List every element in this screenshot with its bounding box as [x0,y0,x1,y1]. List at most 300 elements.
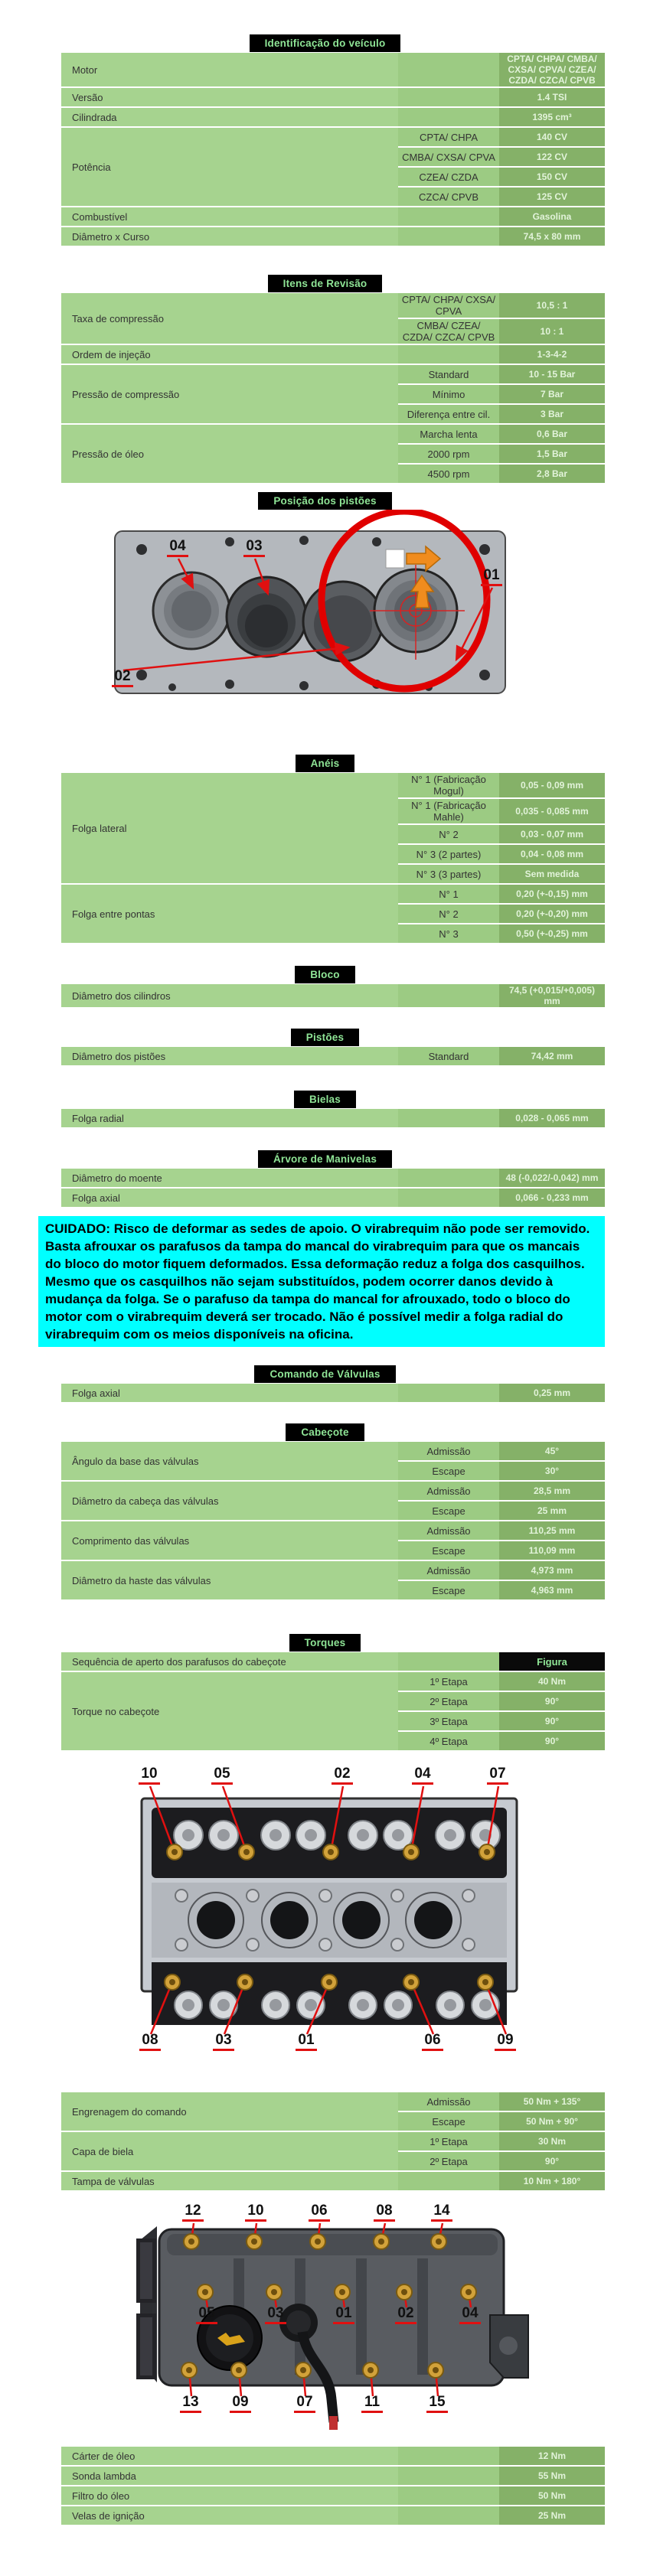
row-label: Sequência de aperto dos parafusos do cabeçote [61,1652,398,1671]
callout-number: 02 [332,1766,353,1785]
value-cell: 0,028 - 0,065 mm [499,1109,605,1127]
row-label: Potência [61,128,398,206]
sub-label-cell: Standard [398,1047,499,1065]
sub-label-cell [398,2467,499,2485]
sub-row [398,2467,605,2485]
table-row [61,1520,605,1560]
callout-number: 01 [481,568,502,586]
row-label: Ângulo da base das válvulas [61,1442,398,1480]
sub-row [398,923,605,943]
sub-label-cell: Admissão [398,1561,499,1580]
bolt-center-icon [188,2239,194,2245]
sub-row [398,1521,605,1540]
table-row [61,364,605,423]
sub-row [398,797,605,823]
value-cell: 90° [499,2152,605,2170]
callout-number: 14 [431,2203,452,2222]
row-cells [398,1109,605,1127]
bolt-center-icon [482,1979,488,1985]
sub-label-cell: Escape [398,1541,499,1560]
callout-number: 04 [459,2306,481,2324]
sub-label-cell [398,1169,499,1187]
sub-row [398,823,605,843]
table-row [61,1384,605,1402]
callout-number: 02 [395,2306,416,2324]
sub-label-cell: 1º Etapa [398,2132,499,2150]
spec-table [61,773,605,943]
sub-row [398,2092,605,2111]
sub-row [398,1652,605,1671]
row-label: Comprimento das válvulas [61,1521,398,1560]
sub-row [398,1189,605,1207]
sub-row [398,1561,605,1580]
row-cells [398,2506,605,2525]
table-row [61,106,605,126]
sub-row [398,2447,605,2465]
value-cell: 10 : 1 [499,319,605,344]
figure-head-bolt-sequence [0,1762,650,2062]
value-cell: 4,973 mm [499,1561,605,1580]
table-row [61,1047,605,1065]
sub-row [398,425,605,443]
table-row [61,2465,605,2485]
bolt-center-icon [243,1849,250,1855]
section-header: Cabeçote [286,1423,364,1441]
row-cells [398,773,605,883]
row-cells [398,2172,605,2190]
bolt-center-icon [271,2289,277,2295]
bolt-center-icon [169,1979,175,1985]
sub-row [398,1482,605,1500]
row-cells [398,1482,605,1520]
callout-number: 03 [243,539,265,557]
value-cell: 0,04 - 0,08 mm [499,845,605,863]
sub-row [398,1710,605,1730]
value-cell: 90° [499,1692,605,1710]
row-cells [398,1672,605,1750]
sub-label-cell [398,53,499,86]
value-cell: 3 Bar [499,405,605,423]
table-row [61,984,605,1007]
value-cell: 0,20 (+-0,20) mm [499,905,605,923]
row-cells [398,1047,605,1065]
table-row [61,344,605,364]
row-cells [398,2486,605,2505]
sub-row [398,88,605,106]
value-cell: 90° [499,1712,605,1730]
value-cell: 150 CV [499,168,605,186]
callout-number: 10 [245,2203,266,2222]
spec-table [61,1652,605,1750]
table-row [61,2131,605,2170]
spec-table [61,293,605,483]
value-cell: 40 Nm [499,1672,605,1691]
value-cell: 110,25 mm [499,1521,605,1540]
section-header: Bielas [294,1091,356,1108]
row-label: Filtro do óleo [61,2486,398,2505]
bolt-center-icon [300,2367,306,2373]
sub-row [398,166,605,186]
sub-row [398,1384,605,1402]
row-cells [398,1169,605,1187]
bolt-center-icon [436,2239,442,2245]
table-row [61,126,605,206]
row-cells [398,207,605,226]
callout-number: 08 [139,2033,161,2051]
sub-label-cell: N° 3 (2 partes) [398,845,499,863]
callout-number: 04 [167,539,188,557]
sub-row [398,1442,605,1460]
block-Bloco [0,966,650,1007]
sub-label-cell: CMBA/ CXSA/ CPVA [398,148,499,166]
value-cell: 25 Nm [499,2506,605,2525]
spec-table [61,2447,605,2525]
sub-label-cell: N° 1 (Fabricação Mahle) [398,799,499,823]
sub-row [398,383,605,403]
block-Comando de Válvulas [0,1365,650,1402]
bolt-center-icon [465,2289,472,2295]
value-cell: 0,6 Bar [499,425,605,443]
row-cells [398,345,605,364]
value-cell: 50 Nm + 90° [499,2112,605,2131]
row-label: Sonda lambda [61,2467,398,2485]
value-cell: 2,8 Bar [499,465,605,483]
value-cell: 28,5 mm [499,1482,605,1500]
spec-table [61,1169,605,1207]
table-row [61,1671,605,1750]
value-cell: 0,05 - 0,09 mm [499,773,605,797]
row-label: Diâmetro do moente [61,1169,398,1187]
sub-row [398,1109,605,1127]
sub-label-cell: 3º Etapa [398,1712,499,1730]
spec-table [61,1109,605,1127]
spec-table [61,2092,605,2190]
sub-row [398,53,605,86]
sub-row [398,345,605,364]
callout-number: 13 [180,2395,201,2413]
value-cell: 30° [499,1462,605,1480]
bolt-center-icon [315,2239,321,2245]
sub-row [398,903,605,923]
callout-number: 05 [211,1766,233,1785]
sub-row [398,885,605,903]
row-label: Torque no cabeçote [61,1672,398,1750]
sub-label-cell: Admissão [398,1521,499,1540]
sub-row [398,365,605,383]
callout-number: 11 [361,2395,383,2413]
callout-number: 07 [294,2395,315,2413]
row-label: Taxa de compressão [61,293,398,344]
warning-note: CUIDADO: Risco de deformar as sedes de apoio. O virabrequim não pode ser removido. Basta afrouxar os parafusos da tampa do mancal do virabrequim para que os mancais do bloco do motor fiquem deformados. Essa deformação reduz a folga dos casquilhos. Mesmo que os casquilhos não sejam substituídos, podem ocorrer danos devido à mudança da folga. Se o parafuso da tampa do mancal for afrouxado, todo o bloco do motor com o virabrequim deverá ser trocado. Não é possível medir a folga radial do virabrequim com os meios disponíveis na oficina. [38,1216,605,1347]
section-header: Torques [289,1634,361,1652]
sub-row [398,2111,605,2131]
table-row [61,2092,605,2131]
row-cells [398,1442,605,1480]
value-cell: 122 CV [499,148,605,166]
sub-label-cell [398,88,499,106]
sub-label-cell: 4500 rpm [398,465,499,483]
table-row [61,2505,605,2525]
row-label: Engrenagem do comando [61,2092,398,2131]
spec-table [61,1384,605,1402]
value-cell: 1395 cm³ [499,108,605,126]
table-row [61,2170,605,2190]
sub-label-cell: CZCA/ CPVB [398,187,499,206]
table-row [61,423,605,483]
sub-label-cell [398,2506,499,2525]
row-label: Folga axial [61,1189,398,1207]
row-label: Versão [61,88,398,106]
row-label: Cárter de óleo [61,2447,398,2465]
value-cell: 90° [499,1732,605,1750]
table-row [61,1169,605,1187]
sub-label-cell: 1º Etapa [398,1672,499,1691]
sub-label-cell [398,345,499,364]
page [0,34,650,2576]
sub-label-cell [398,2486,499,2505]
sub-row [398,2150,605,2170]
row-label: Diâmetro dos cilindros [61,984,398,1007]
value-cell: CPTA/ CHPA/ CMBA/ CXSA/ CPVA/ CZEA/ CZDA/ CZCA/ CPVB [499,53,605,86]
callout-number: 08 [374,2203,395,2222]
sub-label-cell: Marcha lenta [398,425,499,443]
row-cells [398,365,605,423]
engine-block-top-view-illustration [0,510,650,732]
sub-label-cell: Admissão [398,2092,499,2111]
bolt-center-icon [378,2239,384,2245]
sub-label-cell: N° 3 (3 partes) [398,865,499,883]
spec-table [61,1047,605,1065]
row-label: Tampa de válvulas [61,2172,398,2190]
bolt-center-icon [186,2367,192,2373]
sub-row [398,1047,605,1065]
sub-label-cell [398,1384,499,1402]
row-label: Diâmetro dos pistões [61,1047,398,1065]
callout-number: 07 [487,1766,508,1785]
sub-row [398,108,605,126]
bolt-center-icon [328,1849,334,1855]
table-row [61,1109,605,1127]
row-cells [398,1561,605,1599]
sub-row [398,1460,605,1480]
row-cells [398,885,605,943]
figure-valve-cover-bolt-sequence [0,2202,650,2441]
callout-number: 10 [139,1766,160,1785]
row-cells [398,2092,605,2131]
block-Árvore de Manivelas [0,1150,650,1207]
value-cell: 55 Nm [499,2467,605,2485]
row-label: Capa de biela [61,2132,398,2170]
sub-label-cell: Escape [398,2112,499,2131]
row-cells [398,293,605,344]
bolt-center-icon [401,2289,407,2295]
sub-row [398,843,605,863]
value-cell: 0,25 mm [499,1384,605,1402]
value-cell: 140 CV [499,128,605,146]
sub-label-cell: Mínimo [398,385,499,403]
callout-number: 05 [196,2306,217,2324]
sub-row [398,1691,605,1710]
bolt-center-icon [326,1979,332,1985]
row-cells [398,2447,605,2465]
value-cell: 25 mm [499,1502,605,1520]
sub-label-cell: N° 2 [398,825,499,843]
sub-label-cell [398,227,499,246]
value-cell: 74,5 (+0,015/+0,005) mm [499,984,605,1007]
row-cells [398,88,605,106]
table-row [61,53,605,86]
table-row [61,883,605,943]
spec-table [61,984,605,1007]
sub-row [398,1540,605,1560]
bolt-center-icon [251,2239,257,2245]
sub-label-cell: CPTA/ CHPA/ CXSA/ CPVA [398,293,499,318]
bolt-center-icon [367,2367,374,2373]
sub-label-cell: Escape [398,1502,499,1520]
sub-row [398,863,605,883]
section-header: Itens de Revisão [268,275,383,292]
row-cells [398,108,605,126]
bolt-center-icon [433,2367,439,2373]
row-label: Motor [61,53,398,86]
row-cells [398,128,605,206]
section-header: Identificação do veículo [250,34,401,52]
block-Itens de Revisão [0,275,650,483]
bolt-center-icon [339,2289,345,2295]
section-header: Bloco [295,966,355,983]
block-Bielas [0,1091,650,1127]
sub-row [398,1580,605,1599]
sub-label-cell: CPTA/ CHPA [398,128,499,146]
sub-label-cell: 2º Etapa [398,2152,499,2170]
row-label: Diâmetro da cabeça das válvulas [61,1482,398,1520]
figure-piston-position [0,510,650,732]
block-warning [0,1216,650,1347]
sub-row [398,207,605,226]
row-cells [398,1652,605,1671]
bolt-center-icon [202,2289,208,2295]
valve-cover-illustration [0,2202,650,2441]
bolt-center-icon [408,1979,414,1985]
row-label: Pressão de óleo [61,425,398,483]
sub-row [398,1500,605,1520]
sub-label-cell: N° 1 (Fabricação Mogul) [398,773,499,797]
value-cell: 0,50 (+-0,25) mm [499,924,605,943]
block-Torques [0,1634,650,1750]
value-cell: 1,5 Bar [499,445,605,463]
table-row [61,226,605,246]
sub-row [398,773,605,797]
row-cells [398,1384,605,1402]
value-cell: 48 (-0,022/-0,042) mm [499,1169,605,1187]
section-header: Árvore de Manivelas [258,1150,392,1168]
value-cell: 12 Nm [499,2447,605,2465]
bolt-center-icon [484,1849,490,1855]
sub-label-cell [398,2172,499,2190]
row-cells [398,1521,605,1560]
callout-number: 15 [426,2395,448,2413]
table-row [61,1480,605,1520]
value-cell: 10,5 : 1 [499,293,605,318]
value-cell: 10 - 15 Bar [499,365,605,383]
row-cells [398,53,605,86]
sub-label-cell [398,984,499,1007]
block-Anéis [0,755,650,943]
block-table [0,2092,650,2190]
value-cell: 110,09 mm [499,1541,605,1560]
row-label: Combustível [61,207,398,226]
sub-label-cell: CZEA/ CZDA [398,168,499,186]
sub-row [398,146,605,166]
table-row [61,1187,605,1207]
table-row [61,2447,605,2465]
callout-number: 06 [309,2203,330,2222]
sub-row [398,227,605,246]
sub-label-cell: 2º Etapa [398,1692,499,1710]
value-cell: 0,20 (+-0,15) mm [499,885,605,903]
row-cells [398,984,605,1007]
row-cells [398,425,605,483]
sub-label-cell: N° 3 [398,924,499,943]
sub-label-cell: N° 1 [398,885,499,903]
value-cell: 50 Nm + 135° [499,2092,605,2111]
sub-row [398,1169,605,1187]
sub-row [398,1672,605,1691]
table-row [61,1442,605,1480]
value-cell: 0,035 - 0,085 mm [499,799,605,823]
sub-row [398,1730,605,1750]
block-Pistões [0,1029,650,1065]
value-cell: 45° [499,1442,605,1460]
value-cell: 125 CV [499,187,605,206]
bolt-center-icon [236,2367,242,2373]
sub-label-cell: 2000 rpm [398,445,499,463]
value-cell: 30 Nm [499,2132,605,2150]
sub-label-cell [398,1109,499,1127]
spec-table [61,53,605,246]
table-row [61,2485,605,2505]
row-label: Folga lateral [61,773,398,883]
sub-label-cell: Diferença entre cil. [398,405,499,423]
value-cell: Gasolina [499,207,605,226]
sub-row [398,2486,605,2505]
sub-row [398,403,605,423]
spec-sheet [0,34,650,2548]
table-row [61,1560,605,1599]
sub-label-cell [398,207,499,226]
section-header: Anéis [296,755,355,772]
table-row [61,773,605,883]
value-cell: 7 Bar [499,385,605,403]
table-row [61,293,605,344]
callout-number: 01 [333,2306,354,2324]
callout-number: 03 [213,2033,234,2051]
value-cell: 1.4 TSI [499,88,605,106]
row-label: Folga radial [61,1109,398,1127]
row-label: Folga entre pontas [61,885,398,943]
sub-row [398,2506,605,2525]
section-header: Comando de Válvulas [254,1365,395,1383]
sub-row [398,293,605,318]
row-cells [398,2132,605,2170]
callout-number: 09 [230,2395,251,2413]
value-cell: 74,5 x 80 mm [499,227,605,246]
table-row [61,206,605,226]
callout-number: 06 [422,2033,443,2051]
sub-label-cell [398,1652,499,1671]
sub-row [398,2132,605,2150]
spec-table [61,1442,605,1599]
